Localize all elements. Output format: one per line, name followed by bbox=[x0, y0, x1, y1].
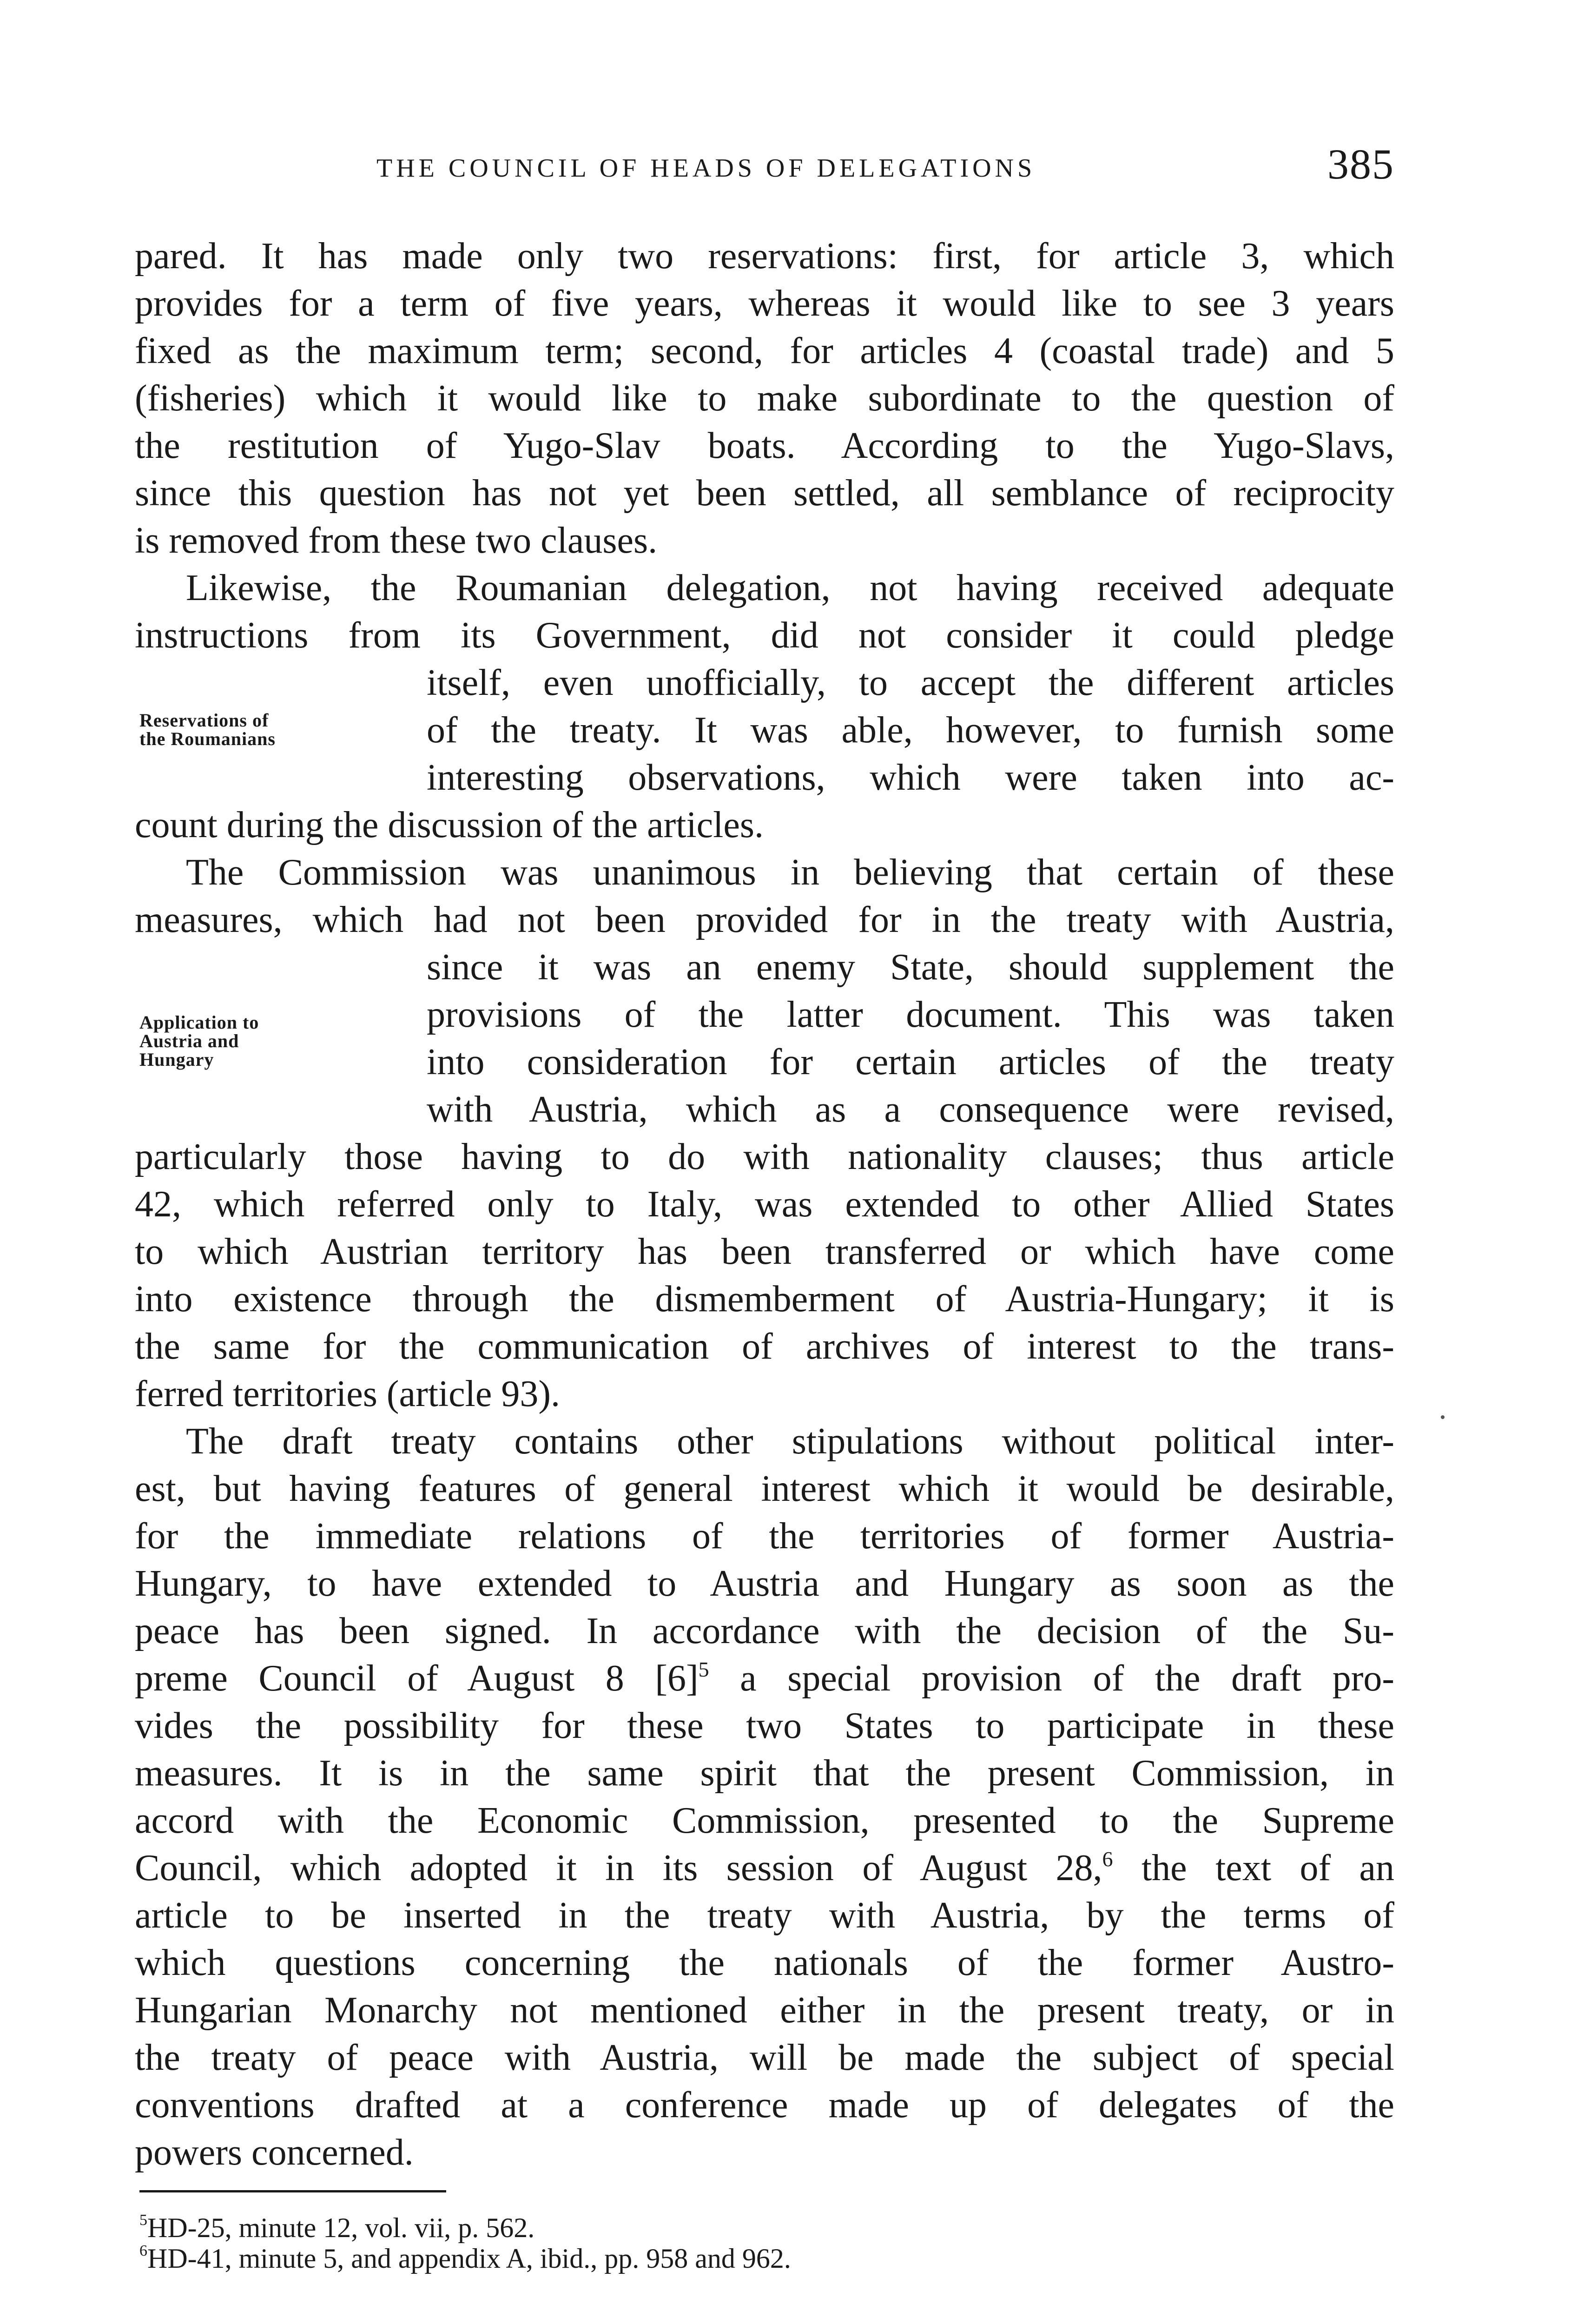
text-line: itself, even unofficially, to accept the different articles bbox=[427, 662, 1394, 703]
text-line: the restitution of Yugo-Slav boats. According to the Yugo-Slavs, bbox=[135, 425, 1394, 466]
text-line: into existence through the dismemberment of Austria-Hungary; it is bbox=[135, 1279, 1394, 1320]
footnote-mark: 5 bbox=[139, 2212, 147, 2229]
text-line: est, but having features of general interest which it would be desirable, bbox=[135, 1468, 1394, 1509]
text-line: the same for the communication of archives of interest to the trans- bbox=[135, 1326, 1394, 1367]
footnote-6 bbox=[139, 2243, 791, 2274]
footnote-reference: 6 bbox=[1102, 1847, 1113, 1871]
text-line: powers concerned. bbox=[135, 2132, 414, 2173]
text-line: accord with the Economic Commission, presented to the Supreme bbox=[135, 1800, 1394, 1841]
text-line: fixed as the maximum term; second, for articles 4 (coastal trade) and 5 bbox=[135, 330, 1394, 371]
sidenote-line: Application to bbox=[139, 1012, 259, 1033]
text-line: measures, which had not been provided for in the treaty with Austria, bbox=[135, 899, 1394, 940]
text-line: Likewise, the Roumanian delegation, not having received adequate bbox=[186, 568, 1394, 608]
text-line: Hungarian Monarchy not mentioned either in the present treaty, or in bbox=[135, 1990, 1394, 2031]
text-line: The draft treaty contains other stipulations without political inter- bbox=[186, 1421, 1394, 1462]
page-header bbox=[135, 139, 1394, 200]
footnote-reference: 5 bbox=[698, 1657, 709, 1681]
text-line: measures. It is in the same spirit that the present Commission, in bbox=[135, 1753, 1394, 1794]
text-line: peace has been signed. In accordance with the decision of the Su- bbox=[135, 1611, 1394, 1651]
text-line: since this question has not yet been settled, all semblance of reciprocity bbox=[135, 473, 1394, 514]
text-line: count during the discussion of the articles. bbox=[135, 805, 764, 845]
text-line: interesting observations, which were taken into ac- bbox=[427, 757, 1394, 798]
text-line: particularly those having to do with nationality clauses; thus article bbox=[135, 1136, 1394, 1177]
text-line: ferred territories (article 93). bbox=[135, 1373, 561, 1414]
text-line: with Austria, which as a consequence were revised, bbox=[427, 1089, 1394, 1130]
footnote-rule bbox=[139, 2190, 446, 2192]
text-line: for the immediate relations of the territories of former Austria- bbox=[135, 1516, 1394, 1557]
text-line: to which Austrian territory has been transferred or which have come bbox=[135, 1231, 1394, 1272]
text-line: of the treaty. It was able, however, to furnish some bbox=[427, 710, 1394, 751]
text-line: provides for a term of five years, whereas it would like to see 3 years bbox=[135, 283, 1394, 324]
scan-speck bbox=[1441, 1415, 1445, 1419]
line-text: the text of an bbox=[1113, 1848, 1395, 1888]
text-line: which questions concerning the nationals of the former Austro- bbox=[135, 1942, 1394, 1983]
text-line: (fisheries) which it would like to make subordinate to the question of bbox=[135, 378, 1394, 419]
text-line: pared. It has made only two reservations: first, for article 3, which bbox=[135, 236, 1394, 277]
text-line: instructions from its Government, did not consider it could pledge bbox=[135, 615, 1394, 656]
text-line: provisions of the latter document. This was taken bbox=[427, 994, 1394, 1035]
sidenote-line: Hungary bbox=[139, 1049, 214, 1070]
text-line: article to be inserted in the treaty with Austria, by the terms of bbox=[135, 1895, 1394, 1936]
text-line: 42, which referred only to Italy, was extended to other Allied States bbox=[135, 1184, 1394, 1225]
line-text: preme Council of August 8 [6] bbox=[135, 1658, 699, 1699]
sidenote-application-austria-hungary bbox=[139, 1013, 381, 1069]
text-line: is removed from these two clauses. bbox=[135, 520, 658, 561]
text-line: the treaty of peace with Austria, will be made the subject of special bbox=[135, 2037, 1394, 2078]
sidenote-line: Reservations of bbox=[139, 710, 269, 731]
sidenote-reservations-roumanians bbox=[139, 711, 381, 748]
text-line: Hungary, to have extended to Austria and Hungary as soon as the bbox=[135, 1563, 1394, 1604]
text-line: into consideration for certain articles of the treaty bbox=[427, 1042, 1394, 1083]
footnote-text: HD-41, minute 5, and appendix A, ibid., pp. 958 and 962. bbox=[147, 2243, 791, 2274]
line-text: a special provision of the draft pro- bbox=[709, 1658, 1395, 1699]
text-line: conventions drafted at a conference made up of delegates of the bbox=[135, 2085, 1394, 2126]
sidenote-line: Austria and bbox=[139, 1030, 239, 1051]
footnote-5 bbox=[139, 2212, 534, 2243]
footnote-mark: 6 bbox=[139, 2242, 147, 2259]
text-line-with-footnote-ref bbox=[135, 1844, 1394, 1892]
line-text: Council, which adopted it in its session of August 28, bbox=[135, 1848, 1102, 1888]
text-line: The Commission was unanimous in believing that certain of these bbox=[186, 852, 1394, 893]
text-line-with-footnote-ref bbox=[135, 1655, 1394, 1702]
text-line: since it was an enemy State, should supplement the bbox=[427, 947, 1394, 988]
sidenote-line: the Roumanians bbox=[139, 728, 276, 749]
footnote-text: HD-25, minute 12, vol. vii, p. 562. bbox=[147, 2212, 535, 2243]
running-head: THE COUNCIL OF HEADS OF DELEGATIONS bbox=[376, 154, 1036, 183]
page-number: 385 bbox=[1327, 140, 1394, 188]
text-line: vides the possibility for these two States to participate in these bbox=[135, 1705, 1394, 1746]
